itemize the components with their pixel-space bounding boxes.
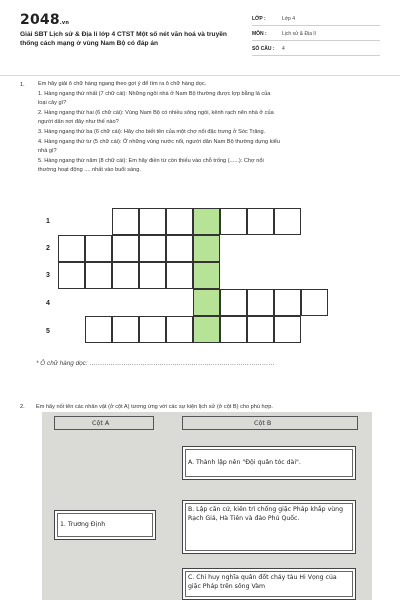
crossword-cell[interactable] [112,316,139,343]
meta-subject: MÔN : Lịch sử & Địa lí [252,29,380,41]
crossword-cell[interactable] [220,208,247,235]
row-label-4: 4 [46,300,50,307]
question-1-number: 1. [20,82,25,88]
crossword-key-cell[interactable] [193,316,220,343]
crossword-key-cell[interactable] [193,208,220,235]
crossword-cell[interactable] [85,262,112,289]
crossword-key-cell[interactable] [193,262,220,289]
crossword-cell[interactable] [274,208,301,235]
crossword-cell[interactable] [166,235,193,262]
event-card-a[interactable]: A. Thành lập nên "Đội quân tóc dài". [182,446,356,480]
crossword-cell[interactable] [112,235,139,262]
crossword-cell[interactable] [58,235,85,262]
meta-class: LỚP : Lớp 4 [252,14,380,26]
crossword-cell[interactable] [274,316,301,343]
crossword-cell[interactable] [166,262,193,289]
crossword-cell[interactable] [139,208,166,235]
crossword-cell[interactable] [274,289,301,316]
event-card-b[interactable]: B. Lập căn cứ, kiên trì chống giặc Pháp khắp vùng Rạch Giá, Hà Tiên và đảo Phú Quốc. [182,500,356,554]
vertical-answer-line: * Ô chữ hàng dọc: …………………………………………………………………………… [36,360,275,367]
event-card-c[interactable]: C. Chỉ huy nghĩa quân đốt cháy tàu Hi Vọng của giặc Pháp trên sông Vàm [182,568,356,600]
column-b-header: Cột B [254,419,272,427]
crossword-key-cell[interactable] [193,289,220,316]
question-1-text: Em hãy giải ô chữ hàng ngang theo gợi ý để tìm ra ô chữ hàng dọc. 1. Hàng ngang thứ nhất (7 chữ cái): Những ngôi nhà ở Nam Bộ thường được lợp bằng lá của loại cây gì? 2. Hàng ngang thứ hai (6 chữ cái): Vùng Nam Bộ có nhiều sông ngòi, kênh rạch nên nhà ở của người dân nơi đây như thế nào? 3. Hàng ngang thứ ba (6 chữ cái): Hãy cho biết tên của một chợ nổi đặc trưng ở Sóc Trăng. 4. Hàng ngang thứ tư (5 chữ cái): Ở những vùng nước nổi, người dân Nam Bộ thường dựng kiểu nhà gì? 5. Hàng ngang thứ năm (8 chữ cái): Em hãy điền từ còn thiếu vào chỗ trống (......): Chợ nổi thường hoạt động .... nhất vào buổi sáng. [38,81,280,174]
matching-exercise-photo [42,412,372,600]
crossword-cell[interactable] [139,235,166,262]
crossword-cell[interactable] [112,262,139,289]
crossword-grid [40,204,370,354]
crossword-cell[interactable] [139,262,166,289]
crossword-cell[interactable] [58,262,85,289]
column-a-header: Cột A [92,419,110,427]
row-label-5: 5 [46,328,50,335]
header-divider [0,75,400,76]
crossword-cell[interactable] [247,208,274,235]
meta-question-count: SỐ CÂU : 4 [252,44,380,56]
crossword-cell[interactable] [220,316,247,343]
crossword-cell[interactable] [85,235,112,262]
crossword-cell[interactable] [247,316,274,343]
crossword-cell[interactable] [112,208,139,235]
row-label-2: 2 [46,245,50,252]
crossword-cell[interactable] [166,208,193,235]
site-logo[interactable]: 2048.vn [20,12,70,28]
crossword-cell[interactable] [301,289,328,316]
row-label-3: 3 [46,272,50,279]
crossword-cell[interactable] [166,316,193,343]
crossword-cell[interactable] [139,316,166,343]
question-2-number: 2. [20,404,25,410]
row-label-1: 1 [46,218,50,225]
crossword-cell[interactable] [85,316,112,343]
person-card-1[interactable]: 1. Trương Định [54,510,156,540]
crossword-cell[interactable] [220,289,247,316]
crossword-cell[interactable] [247,289,274,316]
document-title: Giải SBT Lịch sử & Địa lí lớp 4 CTST Một số nét văn hoá và truyền thống cách mạng ở vùng Nam Bộ có đáp án [20,31,227,47]
question-2-text: Em hãy nối tên các nhân vật (ở cột A) tương ứng với các sự kiện lịch sử (ở cột B) cho phù hợp. [36,404,273,410]
crossword-key-cell[interactable] [193,235,220,262]
